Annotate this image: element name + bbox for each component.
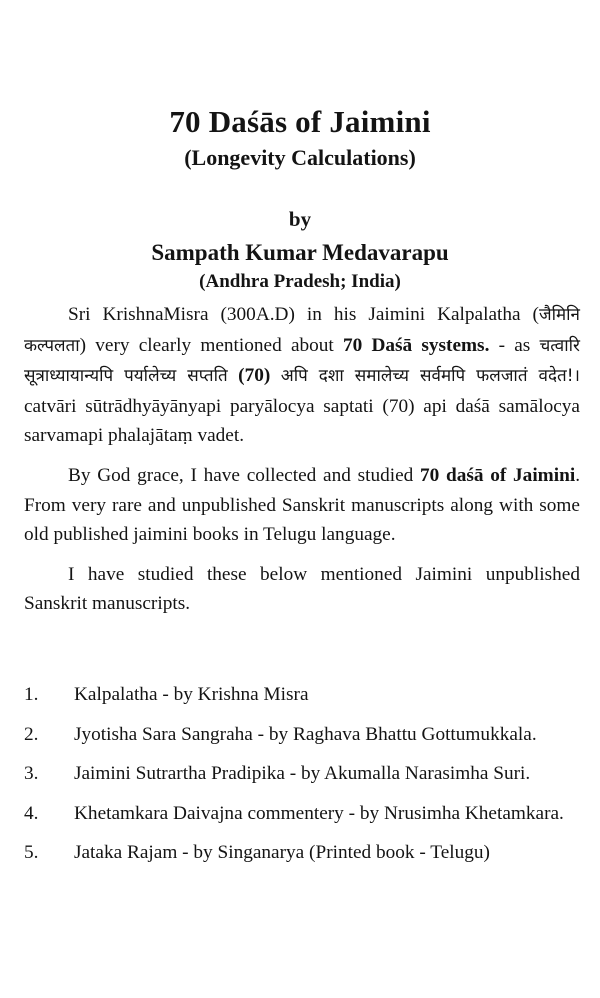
intro-text-2: ) very clearly mentioned about — [79, 334, 343, 356]
author-affiliation: (Andhra Pradesh; India) — [199, 271, 401, 292]
intro-devanagari-title: जैमिनि कल्पलता — [24, 305, 580, 356]
list-item-text: Jataka Rajam - by Singanarya (Printed book - Telugu) — [74, 842, 490, 864]
paragraph-intro — [24, 300, 580, 451]
list-item-text: Jyotisha Sara Sangraha - by Raghava Bhattu Gottumukkala. — [74, 723, 537, 745]
list-item — [24, 680, 580, 710]
paragraph-studied: I have studied these below mentioned Jaimini unpublished Sanskrit manuscripts. — [24, 563, 580, 615]
list-item — [24, 759, 580, 789]
list-item-number: 4. — [24, 802, 39, 824]
list-item-number: 1. — [24, 684, 39, 705]
list-item — [24, 720, 580, 750]
list-item-number: 2. — [24, 723, 39, 745]
list-item-text: Kalpalatha - by Krishna Misra — [74, 684, 309, 705]
paragraph-collected — [24, 461, 580, 550]
manuscript-list — [24, 680, 580, 878]
list-item-text: Jaimini Sutrartha Pradipika - by Akumalla Narasimha Suri. — [74, 763, 531, 785]
page-title: 70 Daśās of Jaimini — [169, 104, 431, 139]
body-text — [24, 300, 580, 629]
intro-devanagari-quote-1: चत्वारि सूत्राध्यायान्यपि पर्यालेच्य सप्तति — [24, 335, 580, 387]
list-item-number: 3. — [24, 763, 39, 785]
collected-text-1: By God grace, I have collected and studied — [68, 464, 421, 486]
byline-by: by — [288, 207, 312, 231]
intro-text-4 — [270, 365, 280, 386]
list-item — [24, 838, 580, 868]
page-subtitle: (Longevity Calculations) — [184, 145, 416, 170]
intro-devanagari-quote-2: अपि दशा समालेच्य सर्वमपि फलजातं वदेत!। — [280, 366, 580, 387]
list-item-text: Khetamkara Daivajna commentery - by Nrusimha Khetamkara. — [74, 802, 564, 824]
intro-bold-systems: 70 Daśā systems. — [342, 334, 490, 356]
list-item — [24, 799, 580, 829]
author-name: Sampath Kumar Medavarapu — [151, 240, 449, 265]
intro-text-3: - as — [489, 334, 540, 356]
intro-transliteration: catvāri sūtrādhyāyānyapi paryālocya saptati (70) api daśā samālocya sarvamapi phalajātaṃ vadet. — [24, 395, 580, 447]
intro-bold-seventy: (70) — [227, 365, 271, 387]
collected-text-2: . From very rare and unpublished Sanskrit manuscripts along with some old published jaimini books in Telugu language. — [24, 464, 581, 546]
intro-text-1: Sri KrishnaMisra (300A.D) in his Jaimini Kalpalatha ( — [68, 304, 539, 325]
collected-bold-dasa: 70 daśā of Jaimini — [420, 464, 576, 486]
list-item-number: 5. — [24, 842, 39, 864]
